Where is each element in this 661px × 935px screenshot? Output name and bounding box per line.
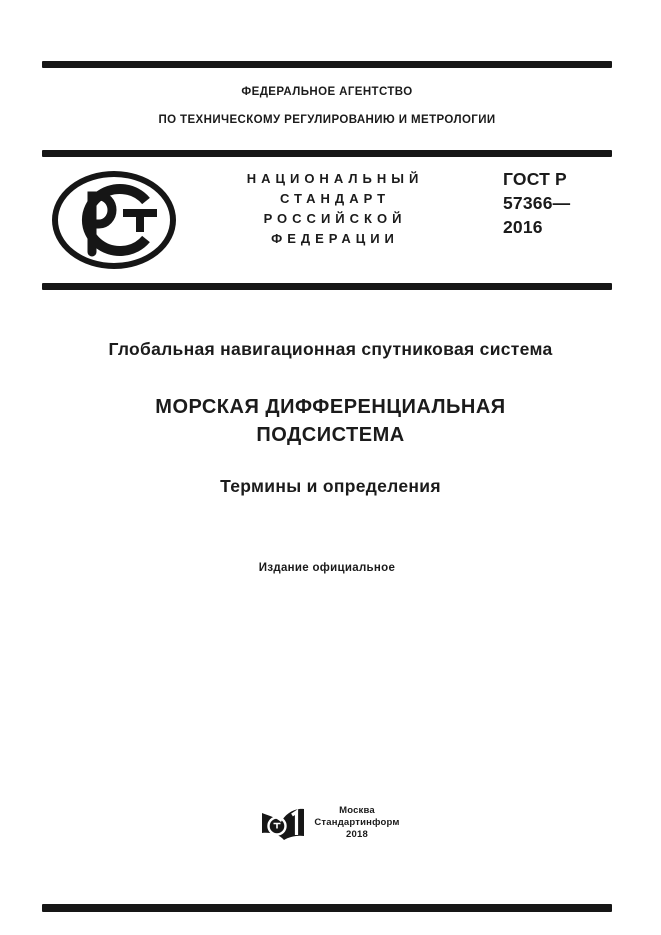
- designation-line: 2016: [503, 217, 543, 237]
- imprint-text: [314, 805, 399, 841]
- national-standard-label: [225, 169, 440, 249]
- imprint-publisher: Стандартинформ: [314, 817, 400, 828]
- agency-name-line2: ПО ТЕХНИЧЕСКОМУ РЕГУЛИРОВАНИЮ И МЕТРОЛОГИИ: [158, 114, 496, 126]
- national-standard-line: СТАНДАРТ: [279, 191, 391, 206]
- rule-under-band: [42, 283, 612, 290]
- designation-line: ГОСТ Р: [503, 169, 567, 189]
- standard-subtitle: Термины и определения: [220, 476, 441, 496]
- standartinform-logo-icon: [261, 806, 305, 842]
- national-standard-line: ФЕДЕРАЦИИ: [271, 231, 399, 246]
- national-standard-line: НАЦИОНАЛЬНЫЙ: [246, 171, 424, 186]
- designation-line: 57366—: [503, 193, 571, 213]
- main-title-line2: ПОДСИСТЕМА: [256, 424, 405, 446]
- standard-subject: Глобальная навигационная спутниковая система: [108, 339, 553, 359]
- agency-name-line1: ФЕДЕРАЛЬНОЕ АГЕНТСТВО: [241, 86, 413, 98]
- rule-under-agency: [42, 150, 612, 157]
- standard-main-title: [0, 393, 661, 449]
- edition-note: Издание официальное: [258, 562, 396, 574]
- imprint-block: [0, 805, 661, 842]
- imprint-year: 2018: [346, 829, 368, 840]
- main-title-line1: МОРСКАЯ ДИФФЕРЕНЦИАЛЬНАЯ: [155, 396, 506, 418]
- rst-certification-mark-icon: [49, 168, 179, 272]
- imprint-city: Москва: [339, 805, 375, 816]
- top-rule: [42, 61, 612, 68]
- bottom-rule: [42, 904, 612, 912]
- standard-designation: [503, 167, 570, 239]
- national-standard-line: РОССИЙСКОЙ: [263, 211, 407, 226]
